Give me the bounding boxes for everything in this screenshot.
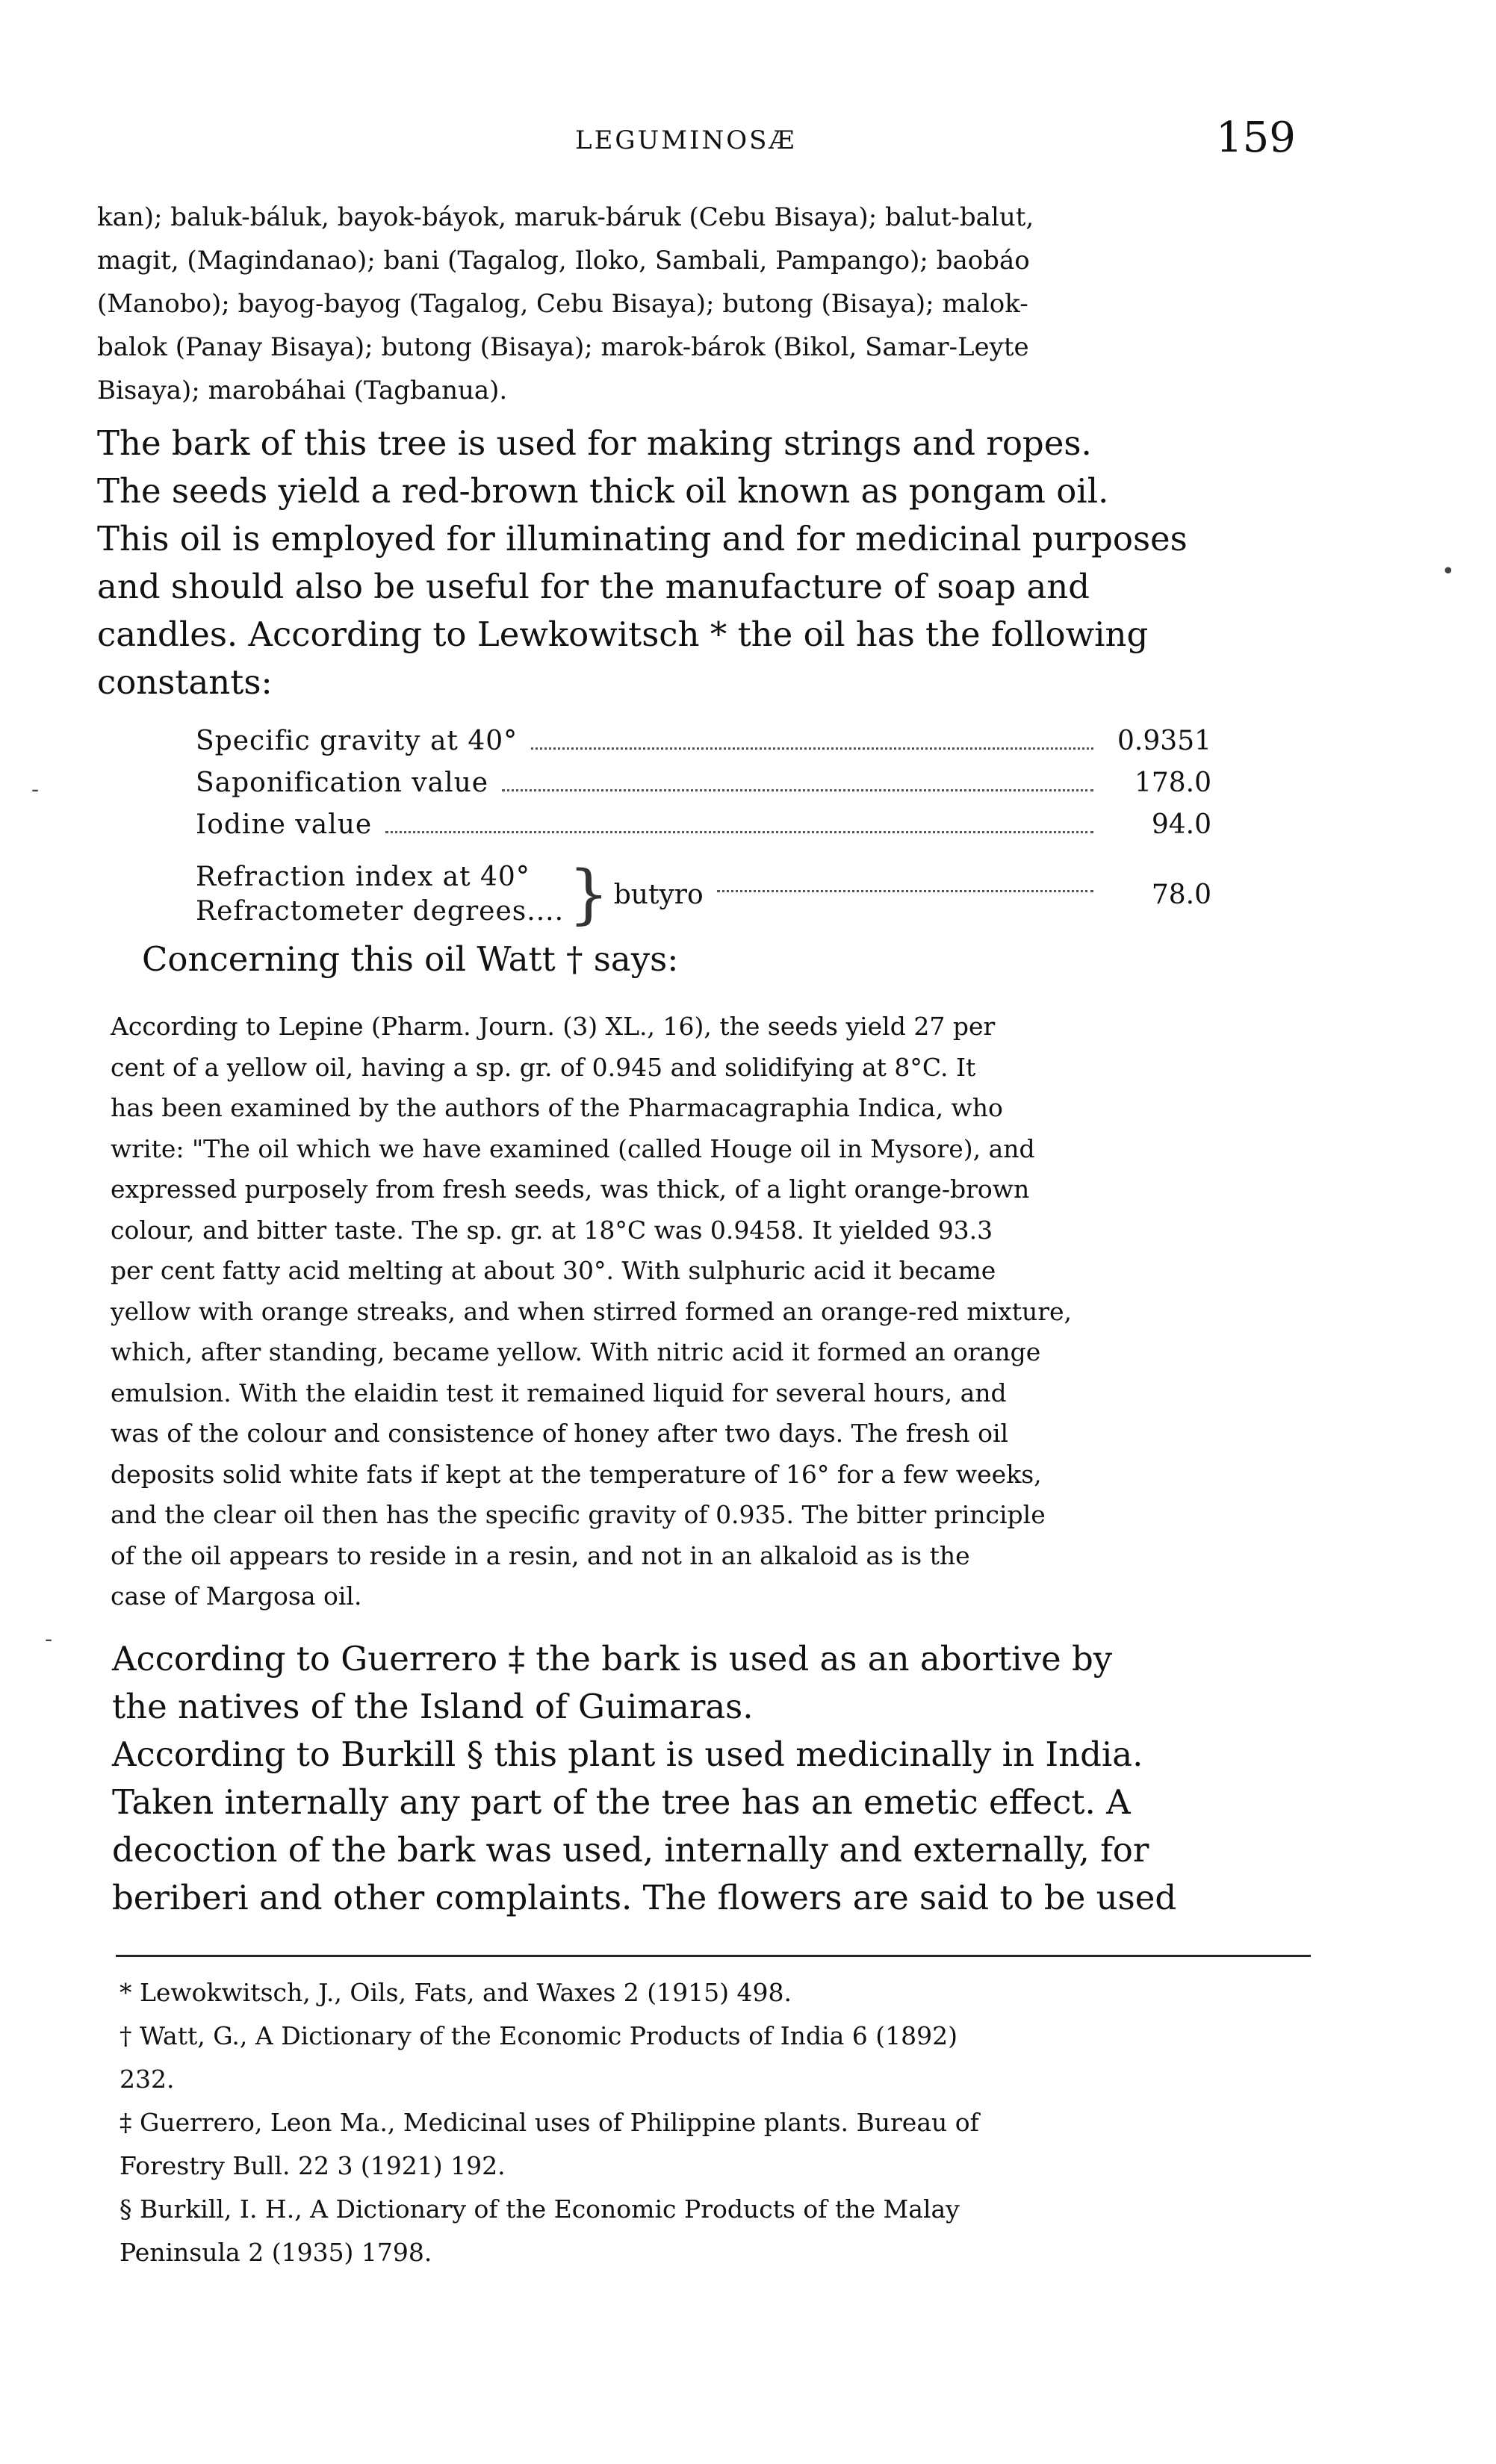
footnote-line: * Lewokwitsch, J., Oils, Fats, and Waxes 2 (1915) 498. <box>120 1978 792 2007</box>
footnote-line: 232. <box>120 2065 175 2094</box>
text-line: has been examined by the authors of the Pharmacagraphia Indica, who <box>111 1093 1003 1122</box>
dot-leader <box>502 789 1093 791</box>
local-names-paragraph <box>97 196 1300 412</box>
text-line: the natives of the Island of Guimaras. <box>112 1687 754 1726</box>
constant-row-iodine <box>196 809 1211 851</box>
text-line: colour, and bitter taste. The sp. gr. at 18°C was 0.9458. It yielded 93.3 <box>111 1215 993 1245</box>
constant-value: 0.9351 <box>1117 726 1211 756</box>
text-line: beriberi and other complaints. The flowers are said to be used <box>112 1878 1177 1917</box>
text-line: cent of a yellow oil, having a sp. gr. of 0.945 and solidifying at 8°C. It <box>111 1052 976 1082</box>
guerrero-and-burkill-paragraphs <box>112 1635 1307 1922</box>
text-line: According to Lepine (Pharm. Journ. (3) XL., 16), the seeds yield 27 per <box>111 1012 996 1041</box>
text-line: kan); baluk-báluk, bayok-báyok, maruk-báruk (Cebu Bisaya); balut-balut, <box>97 202 1034 232</box>
constant-label: Refractometer degrees.... <box>196 896 565 927</box>
text-line: Bisaya); marobáhai (Tagbanua). <box>97 376 508 405</box>
watt-intro: Concerning this oil Watt † says: <box>142 939 679 979</box>
text-line: According to Burkill § this plant is used medicinally in India. <box>112 1735 1143 1774</box>
constant-row-refraction <box>196 851 1211 938</box>
constant-row-saponification <box>196 768 1211 809</box>
footnote-line: Peninsula 2 (1935) 1798. <box>120 2238 432 2267</box>
text-line: expressed purposely from fresh seeds, was thick, of a light orange-brown <box>111 1175 1030 1204</box>
dot-leader <box>531 747 1093 750</box>
footnote-divider <box>116 1955 1311 1957</box>
scan-speck-icon: • <box>1441 559 1455 585</box>
refraction-labels <box>196 860 564 929</box>
text-line: per cent fatty acid melting at about 30°. With sulphuric acid it became <box>111 1256 996 1285</box>
brace-icon: } <box>568 857 609 932</box>
constant-value: 78.0 <box>1151 879 1211 910</box>
constant-label: Iodine value <box>196 809 373 840</box>
text-line: balok (Panay Bisaya); butong (Bisaya); marok-bárok (Bikol, Samar-Leyte <box>97 332 1029 362</box>
scan-speck-icon: - <box>45 1626 53 1652</box>
constant-label: Saponification value <box>196 768 489 798</box>
page-number: 159 <box>1216 113 1296 162</box>
footnote-line: † Watt, G., A Dictionary of the Economic Products of India 6 (1892) <box>120 2021 957 2050</box>
text-line: write: "The oil which we have examined (called Houge oil in Mysore), and <box>111 1133 1035 1163</box>
text-line: case of Margosa oil. <box>111 1581 362 1611</box>
footnote-line: Forestry Bull. 22 3 (1921) 192. <box>120 2151 506 2180</box>
text-line: deposits solid white fats if kept at the temperature of 16° for a few weeks, <box>111 1459 1042 1489</box>
constant-label: Specific gravity at 40° <box>196 726 518 756</box>
text-line: yellow with orange streaks, and when stirred formed an orange-red mixture, <box>111 1296 1073 1326</box>
footnotes <box>120 1971 1315 2274</box>
text-line: magit, (Magindanao); bani (Tagalog, Iloko, Sambali, Pampango); baobáo <box>97 246 1030 276</box>
text-line: Taken internally any part of the tree has an emetic effect. A <box>112 1782 1131 1822</box>
text-line: constants: <box>97 662 273 702</box>
dot-leader <box>385 831 1093 833</box>
dot-leader <box>717 890 1093 892</box>
text-line: was of the colour and consistence of honey after two days. The fresh oil <box>111 1419 1009 1448</box>
text-line: decoction of the bark was used, internally and externally, for <box>112 1830 1149 1870</box>
text-line: According to Guerrero ‡ the bark is used as an abortive by <box>112 1639 1113 1679</box>
text-line: (Manobo); bayog-bayog (Tagalog, Cebu Bisaya); butong (Bisaya); malok- <box>97 289 1028 319</box>
text-line: emulsion. With the elaidin test it remained liquid for several hours, and <box>111 1378 1007 1407</box>
constant-value: 94.0 <box>1151 809 1211 840</box>
footnote-line: ‡ Guerrero, Leon Ma., Medicinal uses of Philippine plants. Bureau of <box>120 2108 979 2137</box>
constant-label: Refraction index at 40° <box>196 862 530 892</box>
oil-constants-table <box>196 726 1211 938</box>
constant-row-specific-gravity <box>196 726 1211 768</box>
text-line: candles. According to Lewkowitsch * the oil has the following <box>97 615 1149 654</box>
footnote-line: § Burkill, I. H., A Dictionary of the Economic Products of the Malay <box>120 2194 960 2224</box>
text-line: The bark of this tree is used for making strings and ropes. <box>97 423 1092 463</box>
text-line: of the oil appears to reside in a resin, and not in an alkaloid as is the <box>111 1540 970 1570</box>
text-line: This oil is employed for illuminating and for medicinal purposes <box>97 519 1188 559</box>
watt-quotation <box>111 1007 1291 1617</box>
scan-speck-icon: - <box>31 777 40 803</box>
butyro-label: butyro <box>613 879 704 910</box>
text-line: and the clear oil then has the specific gravity of 0.935. The bitter principle <box>111 1500 1046 1529</box>
constant-value: 178.0 <box>1134 768 1211 798</box>
text-line: The seeds yield a red-brown thick oil known as pongam oil. <box>97 471 1109 511</box>
bark-and-oil-paragraph <box>97 420 1300 706</box>
running-head: LEGUMINOSÆ <box>575 125 797 155</box>
text-line: and should also be useful for the manufacture of soap and <box>97 567 1090 606</box>
text-line: which, after standing, became yellow. With nitric acid it formed an orange <box>111 1337 1041 1366</box>
